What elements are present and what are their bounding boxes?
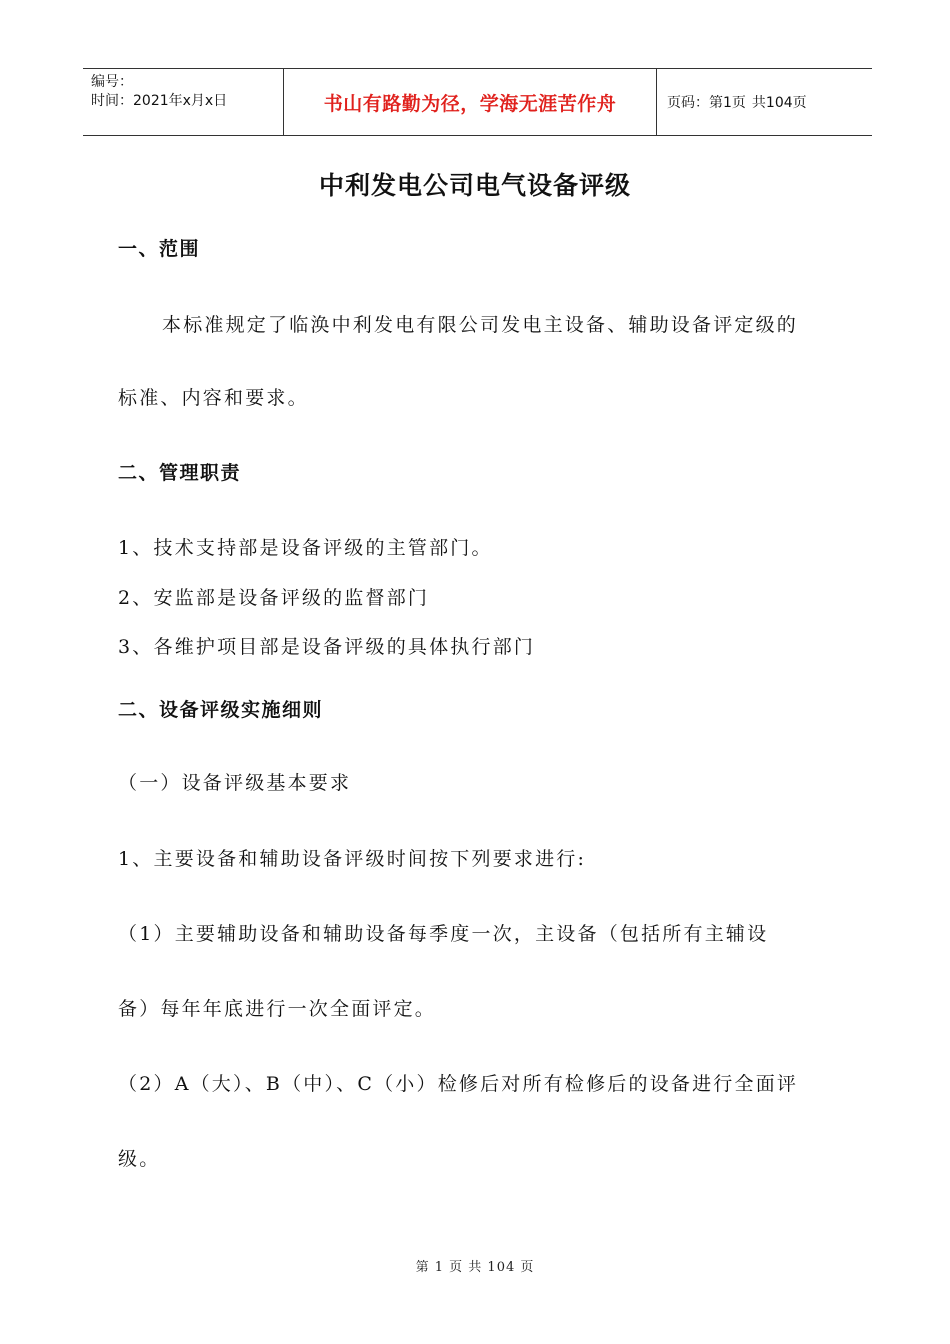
page-header <box>83 68 872 136</box>
paragraph-line: 级。 <box>118 1148 161 1170</box>
paragraph-line: （2）A（大）、B（中）、C（小）检修后对所有检修后的设备进行全面评 <box>118 1073 799 1095</box>
document-title: 中利发电公司电气设备评级 <box>318 171 631 200</box>
page-footer: 第 1 页 共 104 页 <box>415 1260 535 1275</box>
document-number: 编号： <box>91 74 133 90</box>
paragraph-line: 本标准规定了临涣中利发电有限公司发电主设备、辅助设备评定级的 <box>162 314 799 336</box>
subsection-heading: （一）设备评级基本要求 <box>118 772 352 794</box>
list-item: 2、安监部是设备评级的监督部门 <box>118 587 430 609</box>
section-heading-responsibilities: 二、管理职责 <box>118 462 242 484</box>
header-page-number: 页码：第1页 <box>667 95 746 111</box>
section-heading-scope: 一、范围 <box>118 238 201 260</box>
header-page-info <box>657 69 872 135</box>
list-item: 3、各维护项目部是设备评级的具体执行部门 <box>118 636 536 658</box>
list-item: 1、技术支持部是设备评级的主管部门。 <box>118 537 493 559</box>
paragraph-line: 1、主要设备和辅助设备评级时间按下列要求进行: <box>118 848 587 870</box>
paragraph-line: （1）主要辅助设备和辅助设备每季度一次，主设备（包括所有主辅设 <box>118 923 769 945</box>
section-heading-rules: 二、设备评级实施细则 <box>118 699 324 721</box>
header-motto: 书山有路勤为径，学海无涯苦作舟 <box>284 69 657 135</box>
document-time: 时间：2021年x月x日 <box>91 93 228 109</box>
paragraph-line: 备）每年年底进行一次全面评定。 <box>118 998 437 1020</box>
paragraph-line: 标准、内容和要求。 <box>118 387 309 409</box>
header-meta <box>83 69 284 135</box>
header-page-total: 共104页 <box>751 95 807 111</box>
